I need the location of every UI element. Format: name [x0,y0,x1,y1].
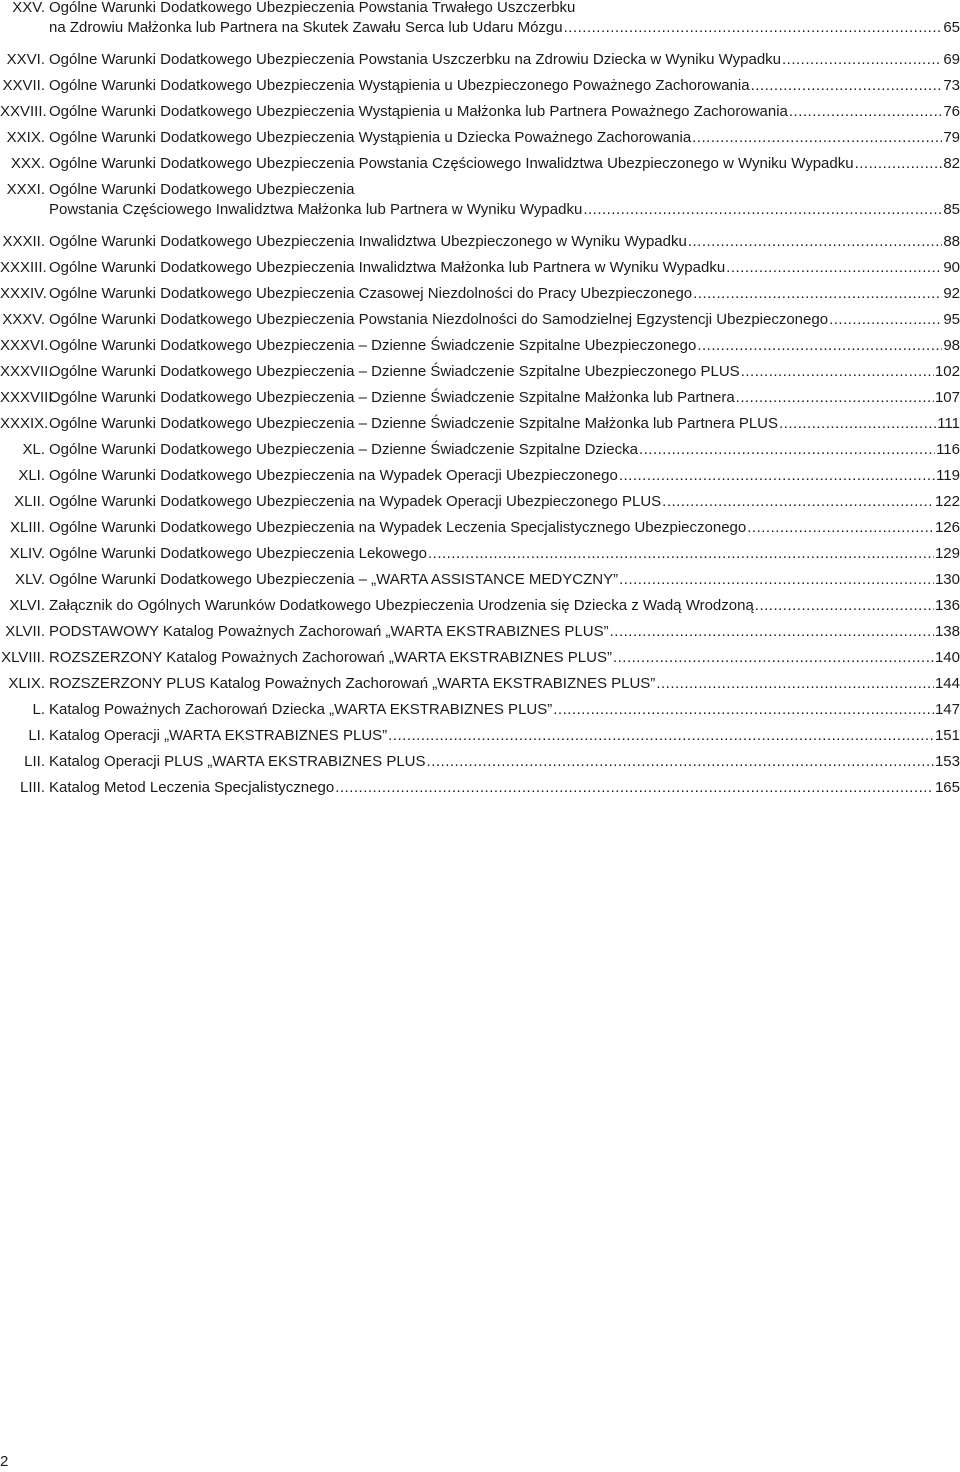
toc-entry-row [49,752,960,772]
toc-entry-page: 116 [936,441,960,458]
toc-entry-number: XXXIII. [0,259,47,276]
dot-leader [741,362,934,382]
toc-entry-row [49,200,960,220]
toc-entry-row [49,388,960,408]
toc-entry-row [49,648,960,668]
toc-entry-body [49,128,960,148]
toc-entry-number: XLIV. [9,545,45,562]
toc-entry-row [49,18,960,38]
dot-leader [619,466,935,486]
toc-entry-number: XLIX. [8,675,45,692]
toc-entry-body [49,180,960,220]
toc-entry-row [49,232,960,252]
toc-entry-body [49,102,960,122]
toc-entry-number: XXXVIII. [0,389,57,406]
toc-entry-row [49,258,960,278]
toc-entry-number: XLVIII. [1,649,45,666]
toc-entry-page: 79 [943,129,960,146]
dot-leader [751,76,943,96]
dot-leader [736,388,934,408]
toc-entry-page: 153 [934,753,960,770]
toc-entry-page: 73 [943,77,960,94]
dot-leader [335,778,934,798]
toc-entry-number: LI. [28,727,45,744]
toc-entry-row [49,700,960,720]
toc-entry-title: Ogólne Warunki Dodatkowego Ubezpieczenia Wystąpienia u Dziecka Poważnego Zachorowania [49,129,692,146]
toc-entry-page: 165 [934,779,960,796]
toc-entry-title: Katalog Metod Leczenia Specjalistycznego [49,779,335,796]
toc-entry-row [49,778,960,798]
toc-entry-title: Katalog Operacji PLUS „WARTA EKSTRABIZNES PLUS [49,753,426,770]
toc-entry-number: XXX. [10,155,45,172]
toc-entry-row [49,414,960,434]
toc-entry-page: 136 [934,597,960,614]
toc-entry-title: Ogólne Warunki Dodatkowego Ubezpieczenia – Dzienne Świadczenie Szpitalne Ubezpieczonego PLUS [49,363,740,380]
toc-entry-title: Ogólne Warunki Dodatkowego Ubezpieczenia Powstania Uszczerbku na Zdrowiu Dziecka w Wyniku Wypadku [49,51,782,68]
toc-entry-title: Ogólne Warunki Dodatkowego Ubezpieczenia Powstania Niezdolności do Samodzielnej Egzystencji Ubezpieczonego [49,311,829,328]
toc-entry-title: Załącznik do Ogólnych Warunków Dodatkowego Ubezpieczenia Urodzenia się Dziecka z Wadą Wrodzoną [49,597,754,614]
dot-leader [782,50,942,70]
toc-entry-number: XL. [22,441,45,458]
toc-entry-body [49,362,960,382]
toc-entry-row [49,440,960,460]
toc-entry-body [49,726,960,746]
toc-entry-body [49,648,960,668]
dot-leader [619,570,934,590]
toc-entry-page: 147 [934,701,960,718]
toc-entry-row [49,726,960,746]
dot-leader [779,414,936,434]
toc-entry-row [49,674,960,694]
dot-leader [613,648,934,668]
toc-entry-body [49,258,960,278]
dot-leader [639,440,935,460]
toc-entry-page: 65 [943,19,960,36]
toc-entry-page: 126 [934,519,960,536]
toc-entry-page: 76 [943,103,960,120]
toc-entry-body [49,570,960,590]
toc-entry-title: Ogólne Warunki Dodatkowego Ubezpieczenia Czasowej Niezdolności do Pracy Ubezpieczonego [49,285,693,302]
dot-leader [564,18,943,38]
toc-entry-page: 88 [943,233,960,250]
dot-leader [855,154,943,174]
toc-entry-body [49,466,960,486]
dot-leader [789,102,942,122]
toc-entry-number: XXVII. [2,77,45,94]
dot-leader [692,128,942,148]
toc-entry-number: XXXII. [2,233,45,250]
toc-entry-number: XXV. [12,0,45,16]
toc-entry-page: 119 [936,467,960,484]
toc-entry-body [49,492,960,512]
dot-leader [755,596,934,616]
toc-entry-number: L. [32,701,45,718]
toc-entry-body [49,752,960,772]
toc-entry-page: 98 [943,337,960,354]
toc-entry-title: Ogólne Warunki Dodatkowego Ubezpieczenia na Wypadek Operacji Ubezpieczonego [49,467,618,484]
toc-entry-number: XXVI. [6,51,45,68]
toc-entry-title: Ogólne Warunki Dodatkowego Ubezpieczenia na Wypadek Operacji Ubezpieczonego PLUS [49,493,662,510]
toc-entry-page: 130 [934,571,960,588]
toc-entry-page: 82 [943,155,960,172]
dot-leader [662,492,934,512]
dot-leader [610,622,934,642]
toc-entry-body [49,544,960,564]
toc-entry-row [49,492,960,512]
toc-entry-row [49,362,960,382]
toc-entry-body [49,50,960,70]
toc-entry-page: 140 [934,649,960,666]
toc-entry-body [49,76,960,96]
toc-entry-title: Ogólne Warunki Dodatkowego Ubezpieczenia na Wypadek Leczenia Specjalistycznego Ubezpieczonego [49,519,747,536]
toc-entry-page: 69 [943,51,960,68]
toc-entry-page: 122 [934,493,960,510]
toc-entry-number: XLVI. [9,597,45,614]
toc-entry-title: Ogólne Warunki Dodatkowego Ubezpieczenia Wystąpienia u Małżonka lub Partnera Poważnego Zachorowania [49,103,788,120]
toc-entry-row [49,284,960,304]
toc-entry-title: Ogólne Warunki Dodatkowego Ubezpieczenia Wystąpienia u Ubezpieczonego Poważnego Zachorowania [49,77,750,94]
toc-entry-page: 95 [943,311,960,328]
toc-entry-page: 129 [934,545,960,562]
toc-entry-title: Ogólne Warunki Dodatkowego Ubezpieczenia – Dzienne Świadczenie Szpitalne Małżonka lub Partnera [49,389,735,406]
toc-entry-row [49,518,960,538]
toc-entry-number: XXXIX. [0,415,49,432]
toc-entry-title: Ogólne Warunki Dodatkowego Ubezpieczenia – Dzienne Świadczenie Szpitalne Małżonka lub Partnera PLUS [49,415,779,432]
dot-leader [427,752,934,772]
toc-entry-row [49,102,960,122]
toc-entry-body [49,388,960,408]
toc-entry-row [49,336,960,356]
toc-entry-number: XXXV. [2,311,45,328]
toc-entry-page: 85 [943,201,960,218]
toc-entry-body [49,284,960,304]
toc-entry-row [49,544,960,564]
toc-entry-body [49,154,960,174]
dot-leader [829,310,942,330]
dot-leader [428,544,934,564]
toc-entry-body [49,414,960,434]
toc-entry-title: ROZSZERZONY PLUS Katalog Poważnych Zachorowań „WARTA EKSTRABIZNES PLUS” [49,675,656,692]
toc-entry-row [49,570,960,590]
toc-entry-row [49,310,960,330]
page-number: 2 [0,1453,9,1470]
toc-entry-title: na Zdrowiu Małżonka lub Partnera na Skutek Zawału Serca lub Udaru Mózgu [49,19,563,36]
toc-entry-title: ROZSZERZONY Katalog Poważnych Zachorowań „WARTA EKSTRABIZNES PLUS” [49,649,612,666]
toc-entry-row [49,596,960,616]
dot-leader [726,258,942,278]
toc-entry-row [49,466,960,486]
toc-entry-body [49,518,960,538]
toc-entry-body [49,310,960,330]
toc-entry-title: Katalog Poważnych Zachorowań Dziecka „WARTA EKSTRABIZNES PLUS” [49,701,553,718]
toc-entry-title: Ogólne Warunki Dodatkowego Ubezpieczenia Powstania Częściowego Inwalidztwa Ubezpieczonego w Wyniku Wypadku [49,155,854,172]
toc-entry-number: XLV. [14,571,45,588]
toc-entry-page: 90 [943,259,960,276]
toc-entry-row [49,76,960,96]
toc-entry-title: Ogólne Warunki Dodatkowego Ubezpieczenia Inwalidztwa Małżonka lub Partnera w Wyniku Wypadku [49,259,726,276]
toc-entry-title: Ogólne Warunki Dodatkowego Ubezpieczenia Inwalidztwa Ubezpieczonego w Wyniku Wypadku [49,233,687,250]
toc-entry-page: 138 [934,623,960,640]
toc-entry-row [49,50,960,70]
toc-entry-number: XLIII. [9,519,45,536]
toc-entry-row [49,154,960,174]
toc-entry-number: LIII. [19,779,45,796]
toc-entry-body [49,232,960,252]
toc-entry-number: XXIX. [6,129,45,146]
toc-entry-number: XLVII. [5,623,45,640]
dot-leader [583,200,942,220]
toc-entry-body [49,596,960,616]
toc-entry-row [49,128,960,148]
toc-entry-number: XXXI. [6,181,45,198]
toc-entry-title: Ogólne Warunki Dodatkowego Ubezpieczenia – Dzienne Świadczenie Szpitalne Dziecka [49,441,638,458]
dot-leader [747,518,934,538]
toc-entry-page: 144 [934,675,960,692]
dot-leader [688,232,942,252]
toc-entry-page: 107 [934,389,960,406]
dot-leader [656,674,934,694]
toc-entry-body [49,700,960,720]
toc-entry-number: XXVIII. [0,103,47,120]
toc-entry-body [49,674,960,694]
dot-leader [697,336,942,356]
toc-entry-body [49,336,960,356]
toc-entry-page: 111 [937,415,960,432]
toc-entry-title: Katalog Operacji „WARTA EKSTRABIZNES PLUS” [49,727,388,744]
toc-entry-page: 102 [934,363,960,380]
toc-entry-title: Ogólne Warunki Dodatkowego Ubezpieczenia Lekowego [49,545,428,562]
toc-entry-title: Ogólne Warunki Dodatkowego Ubezpieczenia – „WARTA ASSISTANCE MEDYCZNY” [49,571,619,588]
toc-entry-body [49,622,960,642]
toc-entry-title: PODSTAWOWY Katalog Poważnych Zachorowań „WARTA EKSTRABIZNES PLUS” [49,623,609,640]
toc-entry-page: 92 [943,285,960,302]
toc-entry-title: Ogólne Warunki Dodatkowego Ubezpieczenia – Dzienne Świadczenie Szpitalne Ubezpieczonego [49,337,697,354]
toc-entry-body [49,0,960,38]
dot-leader [553,700,934,720]
toc-entry-number: XXXVI. [0,337,49,354]
toc-entry-number: XLII. [14,493,45,510]
toc-entry-number: XLI. [18,467,45,484]
toc-entry-body [49,778,960,798]
toc-entry-number: XXXIV. [0,285,47,302]
dot-leader [693,284,942,304]
toc-entry-page: 151 [934,727,960,744]
toc-entry-title-line1: Ogólne Warunki Dodatkowego Ubezpieczenia Powstania Trwałego Uszczerbku [49,0,576,16]
toc-entry-number: XXXVII. [0,363,53,380]
toc-entry-row [49,622,960,642]
toc-entry-title-line1: Ogólne Warunki Dodatkowego Ubezpieczenia [49,181,355,198]
toc-entry-title: Powstania Częściowego Inwalidztwa Małżonka lub Partnera w Wyniku Wypadku [49,201,583,218]
toc-entry-body [49,440,960,460]
dot-leader [388,726,934,746]
toc-entry-number: LII. [24,753,45,770]
